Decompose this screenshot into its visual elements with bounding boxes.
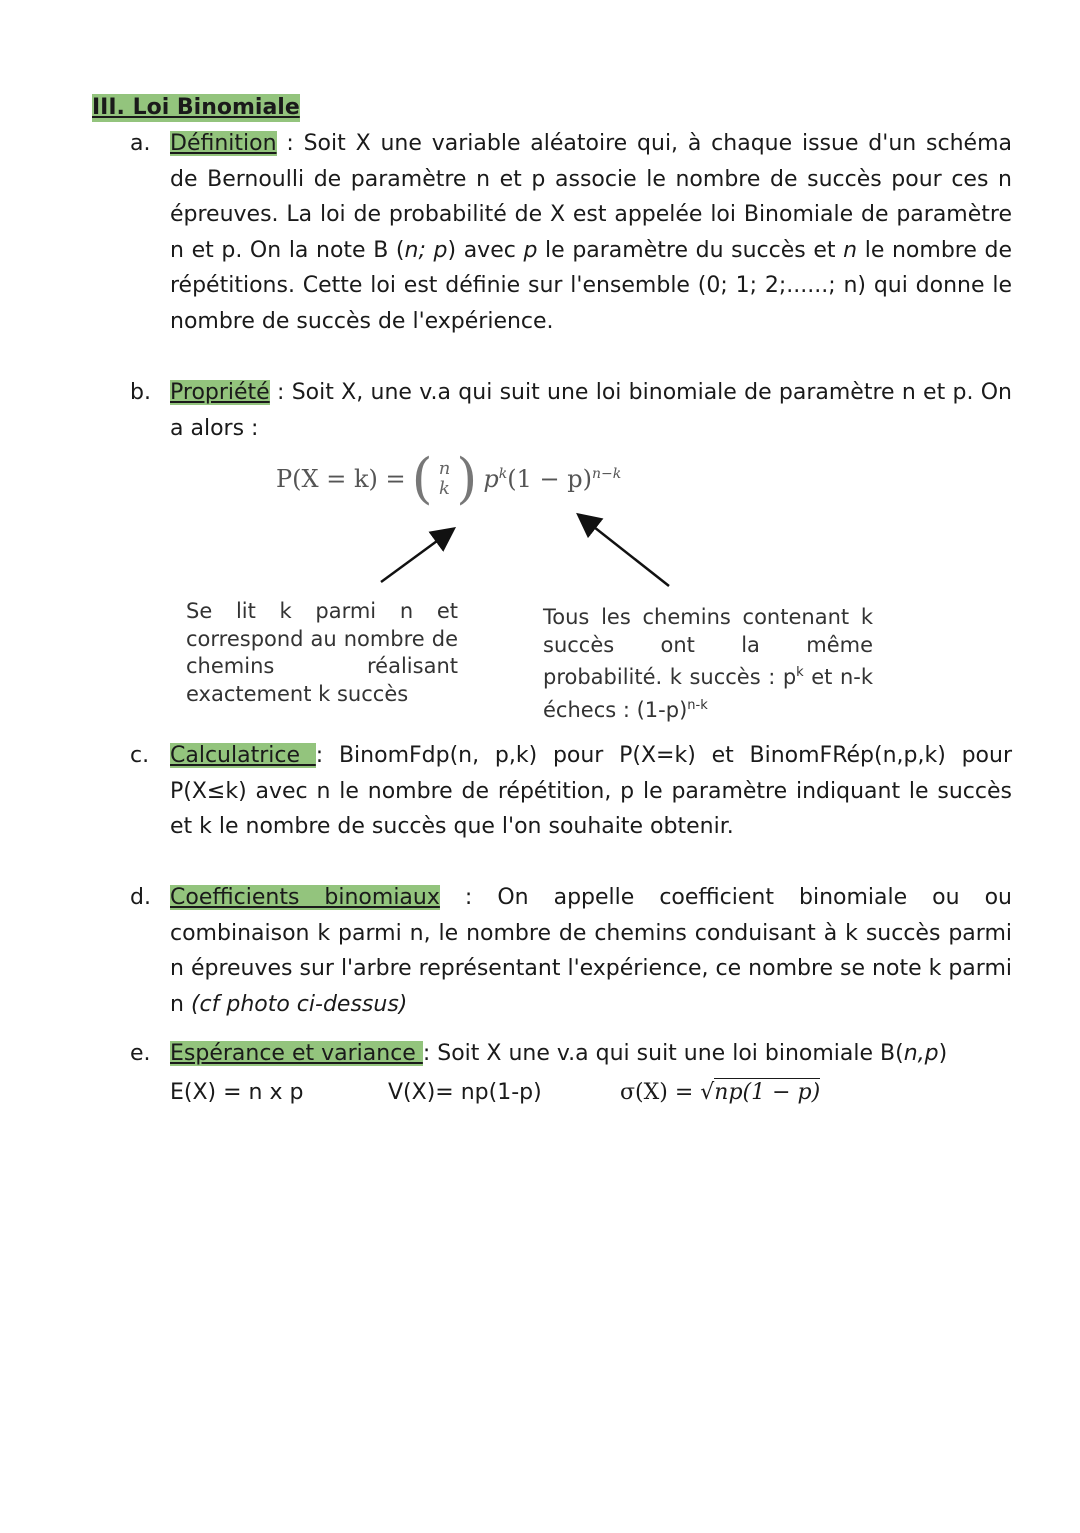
binom-bottom: k xyxy=(439,478,450,499)
expectation-heading: Espérance et variance xyxy=(170,1041,423,1066)
coefficients-heading: Coefficients binomiaux xyxy=(170,885,440,910)
formula-rhs: $p^k(1 - p)^{n-k}$ xyxy=(483,465,622,493)
std-deviation-formula: σ(X) = √np(1 − p) xyxy=(620,1080,821,1105)
calculator-paragraph: Calculatrice : BinomFdp(n, p,k) pour P(X=k) et BinomFRép(n,p,k) pour P(X≤k) avec n le nombre de répétition, p le paramètre indiquant le succès et k le nombre de succès que l'on souhaite obtenir. xyxy=(170,743,1012,840)
calculator-heading: Calculatrice xyxy=(170,743,316,768)
definition-paragraph: Définition : Soit X une variable aléatoire qui, à chaque issue d'un schéma de Bernoulli de paramètre n et p associe le nombre de succès pour ces n épreuves. La loi de probabilité de X est appelée loi Binomiale de paramètre n et p. On la note B (n; p) avec p le paramètre du succès et n le nombre de répétitions. Cette loi est définie sur l'ensemble (0; 1; 2;......; n) qui donne le nombre de succès de l'expérience. xyxy=(170,131,1013,334)
variance-formula: V(X)= np(1-p) xyxy=(388,1080,542,1105)
item-marker-b: b. xyxy=(130,380,151,405)
item-marker-d: d. xyxy=(130,885,151,910)
property-paragraph: Propriété : Soit X, une v.a qui suit une loi binomiale de paramètre n et p. On a alors : xyxy=(170,380,1012,441)
arrow-left xyxy=(381,530,452,582)
section-title: III. Loi Binomiale xyxy=(92,95,300,120)
formula-lhs: P(X = k) = xyxy=(276,465,406,493)
note-left: Se lit k parmi n et correspond au nombre de chemins réalisant exactement k succès xyxy=(186,599,458,706)
expectation-formula: E(X) = n x p xyxy=(170,1080,304,1105)
expectation-paragraph: Espérance et variance : Soit X une v.a qui suit une loi binomiale B(n,p) xyxy=(170,1041,948,1066)
definition-heading: Définition xyxy=(170,131,277,156)
coefficients-paragraph: Coefficients binomiaux : On appelle coefficient binomiale ou ou combinaison k parmi n, le nombre de chemins conduisant à k succès parmi n épreuves sur l'arbre représentant l'expérience, ce nombre se note k parmi n (cf photo ci-dessus) xyxy=(170,885,1012,1017)
note-right: Tous les chemins contenant k succès ont la même probabilité. k succès : $p^k$ et n-k échecs : $(1-p)^{n-k}$ xyxy=(543,605,873,722)
arrow-right xyxy=(580,516,669,586)
binomial-coefficient: ( n k ) xyxy=(411,447,478,510)
item-marker-e: e. xyxy=(130,1041,151,1066)
item-marker-a: a. xyxy=(130,131,151,156)
property-heading: Propriété xyxy=(170,380,270,405)
binom-top: n xyxy=(438,458,451,479)
item-marker-c: c. xyxy=(130,743,150,768)
